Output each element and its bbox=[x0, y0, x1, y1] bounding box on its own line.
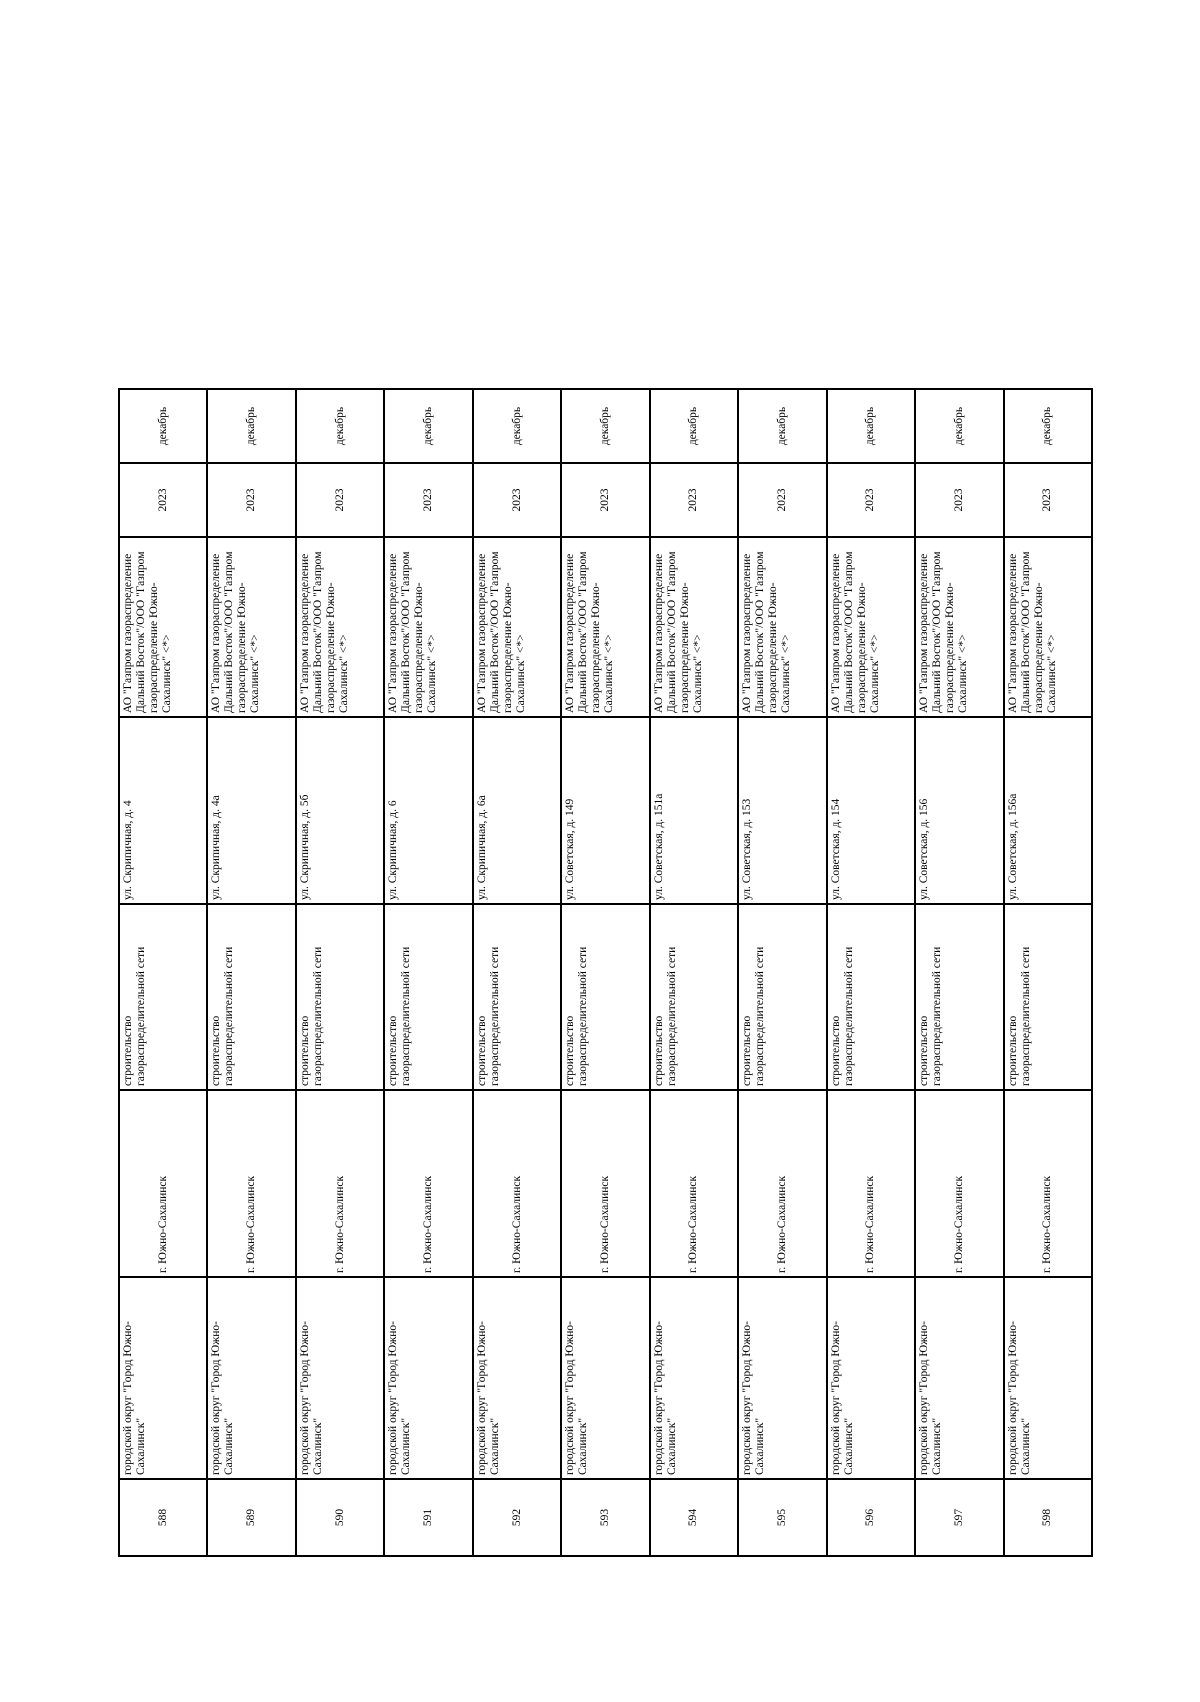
month-cell: декабрь bbox=[384, 389, 472, 463]
row-number: 588 bbox=[119, 1479, 207, 1556]
organization-cell: АО "Газпром газораспределение Дальний Восток"/ООО "Газпром газораспределение Южно-Сахалинск" <*> bbox=[207, 537, 295, 717]
table-row bbox=[738, 389, 826, 1556]
work-type-cell: строительство газораспределительной сети bbox=[296, 904, 384, 1090]
district-cell: городской округ "Город Южно-Сахалинск" bbox=[827, 1277, 915, 1479]
work-type-cell: строительство газораспределительной сети bbox=[473, 904, 561, 1090]
work-type-cell: строительство газораспределительной сети bbox=[915, 904, 1003, 1090]
address-cell: ул. Советская, д. 156а bbox=[1004, 717, 1092, 904]
year-cell: 2023 bbox=[738, 463, 826, 537]
row-number: 593 bbox=[561, 1479, 649, 1556]
organization-cell: АО "Газпром газораспределение Дальний Восток"/ООО "Газпром газораспределение Южно-Сахалинск" <*> bbox=[119, 537, 207, 717]
work-type-cell: строительство газораспределительной сети bbox=[561, 904, 649, 1090]
locality-cell: г. Южно-Сахалинск bbox=[827, 1090, 915, 1277]
year-cell: 2023 bbox=[207, 463, 295, 537]
work-type-cell: строительство газораспределительной сети bbox=[827, 904, 915, 1090]
organization-cell: АО "Газпром газораспределение Дальний Восток"/ООО "Газпром газораспределение Южно-Сахалинск" <*> bbox=[296, 537, 384, 717]
address-cell: ул. Советская, д. 149 bbox=[561, 717, 649, 904]
locality-cell: г. Южно-Сахалинск bbox=[119, 1090, 207, 1277]
work-type-cell: строительство газораспределительной сети bbox=[738, 904, 826, 1090]
table-row bbox=[473, 389, 561, 1556]
organization-cell: АО "Газпром газораспределение Дальний Восток"/ООО "Газпром газораспределение Южно-Сахалинск" <*> bbox=[827, 537, 915, 717]
locality-cell: г. Южно-Сахалинск bbox=[738, 1090, 826, 1277]
address-cell: ул. Советская, д. 151а bbox=[650, 717, 738, 904]
locality-cell: г. Южно-Сахалинск bbox=[296, 1090, 384, 1277]
row-number: 591 bbox=[384, 1479, 472, 1556]
locality-cell: г. Южно-Сахалинск bbox=[650, 1090, 738, 1277]
year-cell: 2023 bbox=[296, 463, 384, 537]
district-cell: городской округ "Город Южно-Сахалинск" bbox=[561, 1277, 649, 1479]
month-cell: декабрь bbox=[207, 389, 295, 463]
year-cell: 2023 bbox=[915, 463, 1003, 537]
month-cell: декабрь bbox=[561, 389, 649, 463]
organization-cell: АО "Газпром газораспределение Дальний Восток"/ООО "Газпром газораспределение Южно-Сахалинск" <*> bbox=[561, 537, 649, 717]
district-cell: городской округ "Город Южно-Сахалинск" bbox=[384, 1277, 472, 1479]
year-cell: 2023 bbox=[827, 463, 915, 537]
month-cell: декабрь bbox=[296, 389, 384, 463]
work-type-cell: строительство газораспределительной сети bbox=[119, 904, 207, 1090]
table-row bbox=[384, 389, 472, 1556]
table-row bbox=[119, 389, 207, 1556]
work-type-cell: строительство газораспределительной сети bbox=[650, 904, 738, 1090]
work-type-cell: строительство газораспределительной сети bbox=[1004, 904, 1092, 1090]
address-cell: ул. Скрипичная, д. 6а bbox=[473, 717, 561, 904]
address-cell: ул. Советская, д. 154 bbox=[827, 717, 915, 904]
month-cell: декабрь bbox=[650, 389, 738, 463]
address-cell: ул. Скрипичная, д. 5б bbox=[296, 717, 384, 904]
address-cell: ул. Скрипичная, д. 6 bbox=[384, 717, 472, 904]
locality-cell: г. Южно-Сахалинск bbox=[1004, 1090, 1092, 1277]
year-cell: 2023 bbox=[119, 463, 207, 537]
district-cell: городской округ "Город Южно-Сахалинск" bbox=[296, 1277, 384, 1479]
row-number: 589 bbox=[207, 1479, 295, 1556]
year-cell: 2023 bbox=[650, 463, 738, 537]
year-cell: 2023 bbox=[473, 463, 561, 537]
year-cell: 2023 bbox=[384, 463, 472, 537]
table-row bbox=[827, 389, 915, 1556]
district-cell: городской округ "Город Южно-Сахалинск" bbox=[207, 1277, 295, 1479]
row-number: 592 bbox=[473, 1479, 561, 1556]
row-number: 598 bbox=[1004, 1479, 1092, 1556]
district-cell: городской округ "Город Южно-Сахалинск" bbox=[738, 1277, 826, 1479]
organization-cell: АО "Газпром газораспределение Дальний Восток"/ООО "Газпром газораспределение Южно-Сахалинск" <*> bbox=[738, 537, 826, 717]
locality-cell: г. Южно-Сахалинск bbox=[207, 1090, 295, 1277]
year-cell: 2023 bbox=[1004, 463, 1092, 537]
table-row bbox=[296, 389, 384, 1556]
row-number: 595 bbox=[738, 1479, 826, 1556]
organization-cell: АО "Газпром газораспределение Дальний Восток"/ООО "Газпром газораспределение Южно-Сахалинск" <*> bbox=[473, 537, 561, 717]
district-cell: городской округ "Город Южно-Сахалинск" bbox=[915, 1277, 1003, 1479]
table-row bbox=[915, 389, 1003, 1556]
row-number: 594 bbox=[650, 1479, 738, 1556]
address-cell: ул. Советская, д. 156 bbox=[915, 717, 1003, 904]
locality-cell: г. Южно-Сахалинск bbox=[384, 1090, 472, 1277]
organization-cell: АО "Газпром газораспределение Дальний Восток"/ООО "Газпром газораспределение Южно-Сахалинск" <*> bbox=[1004, 537, 1092, 717]
organization-cell: АО "Газпром газораспределение Дальний Восток"/ООО "Газпром газораспределение Южно-Сахалинск" <*> bbox=[650, 537, 738, 717]
row-number: 590 bbox=[296, 1479, 384, 1556]
month-cell: декабрь bbox=[473, 389, 561, 463]
month-cell: декабрь bbox=[119, 389, 207, 463]
table-row bbox=[1004, 389, 1092, 1556]
work-type-cell: строительство газораспределительной сети bbox=[384, 904, 472, 1090]
address-cell: ул. Советская, д. 153 bbox=[738, 717, 826, 904]
month-cell: декабрь bbox=[1004, 389, 1092, 463]
district-cell: городской округ "Город Южно-Сахалинск" bbox=[119, 1277, 207, 1479]
address-cell: ул. Скрипичная, д. 4 bbox=[119, 717, 207, 904]
district-cell: городской округ "Город Южно-Сахалинск" bbox=[650, 1277, 738, 1479]
district-cell: городской округ "Город Южно-Сахалинск" bbox=[1004, 1277, 1092, 1479]
month-cell: декабрь bbox=[738, 389, 826, 463]
table-body bbox=[119, 389, 1092, 1556]
month-cell: декабрь bbox=[915, 389, 1003, 463]
gasification-table bbox=[118, 388, 1093, 1557]
organization-cell: АО "Газпром газораспределение Дальний Восток"/ООО "Газпром газораспределение Южно-Сахалинск" <*> bbox=[384, 537, 472, 717]
work-type-cell: строительство газораспределительной сети bbox=[207, 904, 295, 1090]
table-row bbox=[207, 389, 295, 1556]
row-number: 596 bbox=[827, 1479, 915, 1556]
locality-cell: г. Южно-Сахалинск bbox=[915, 1090, 1003, 1277]
organization-cell: АО "Газпром газораспределение Дальний Восток"/ООО "Газпром газораспределение Южно-Сахалинск" <*> bbox=[915, 537, 1003, 717]
table-row bbox=[561, 389, 649, 1556]
table-row bbox=[650, 389, 738, 1556]
month-cell: декабрь bbox=[827, 389, 915, 463]
locality-cell: г. Южно-Сахалинск bbox=[473, 1090, 561, 1277]
rotated-page-content bbox=[118, 395, 1093, 1557]
address-cell: ул. Скрипичная, д. 4а bbox=[207, 717, 295, 904]
locality-cell: г. Южно-Сахалинск bbox=[561, 1090, 649, 1277]
row-number: 597 bbox=[915, 1479, 1003, 1556]
year-cell: 2023 bbox=[561, 463, 649, 537]
district-cell: городской округ "Город Южно-Сахалинск" bbox=[473, 1277, 561, 1479]
